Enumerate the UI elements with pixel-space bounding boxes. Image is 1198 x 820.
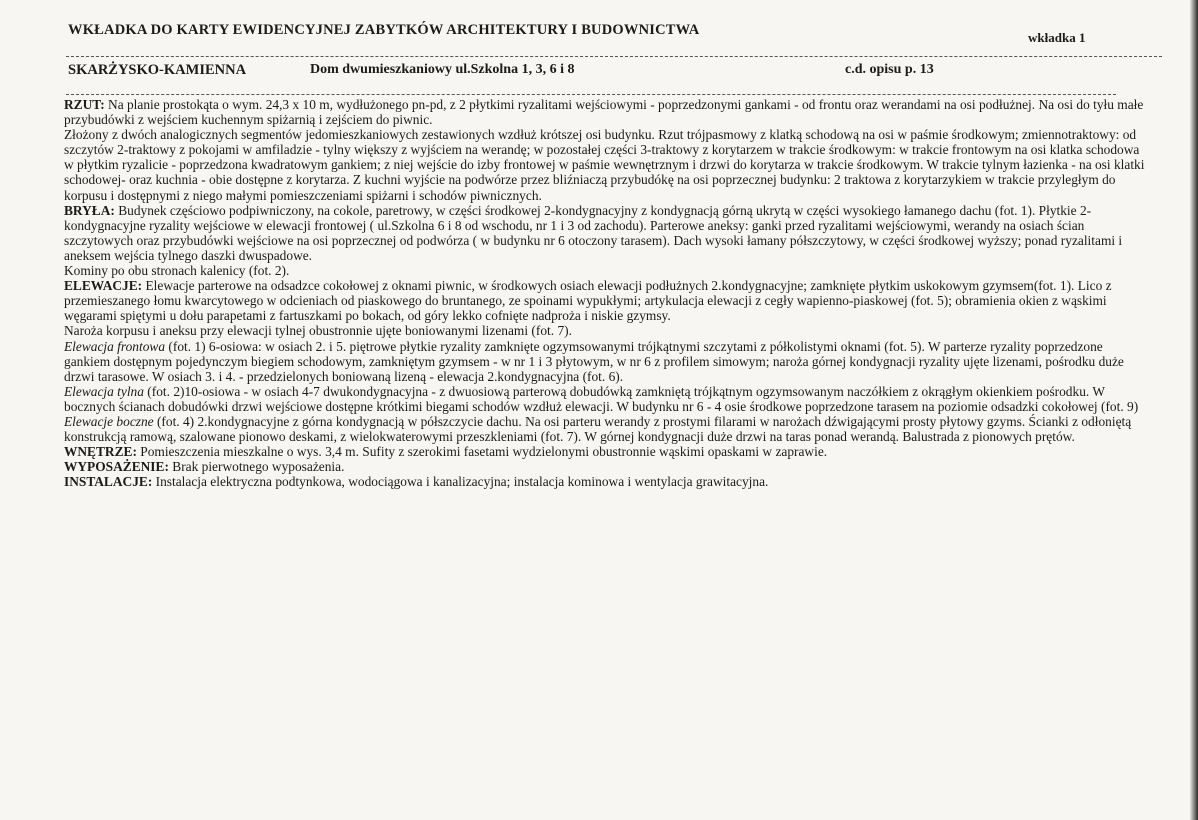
section-elewacje <box>64 278 1150 323</box>
section-label: WNĘTRZE: <box>64 444 137 460</box>
section-text: Naroża korpusu i aneksu przy elewacji tylnej obustronnie ujęte boniowanymi lizenami (fot. 7). <box>64 323 572 339</box>
section-elewacja-frontowa <box>64 339 1150 384</box>
section-text: (fot. 1) 6-osiowa: w osiach 2. i 5. piętrowe płytkie ryzality zamknięte ogzymsowanymi trójkątnymi szczytami z półkolistymi oknami (fot. 5). W parterze ryzality poprzedzone gankiem dostępnym pojedynczym biegiem schodowym, zamkniętym gzymsem - w nr 1 i 3 płytowym, w nr 6 z profilem simowym; naroża górnej kondygnacji ryzality ujęte lizenami, pośrodku duże drzwi tarasowe. W osiach 3. i 4. - przedzielonych boniowaną lizeną - elewacja 2.kondygnacyjna (fot. 6). <box>64 338 1124 384</box>
section-elewacje-corners <box>64 323 1150 338</box>
description-reference: c.d. opisu p. 13 <box>845 62 934 77</box>
subheader-divider <box>66 94 1116 95</box>
section-label: INSTALACJE: <box>64 474 153 490</box>
section-text: Elewacje parterowe na odsadzce cokołowej z oknami piwnic, w środkowych osiach elewacji podłużnych 2.kondygnacyjne; zamknięte płytkim uskokowym gzymsem(fot. 1). Lico z przemieszanego łomu kwarcytowego w odcieniach od piaskowego do bruntanego, ze spoinami wypukłymi; artykulacja elewacji z cegły wapienno-piaskowej (fot. 5); obramienia okien z wąskimi węgarami spiętymi u dołu parapetami z fartuszkami po bokach, od góry lekko cofnięte nadproża i niskie gzymsy. <box>64 278 1112 324</box>
section-rzut-detail <box>64 127 1150 202</box>
section-label: Elewacja tylna <box>64 383 144 399</box>
section-text: (fot. 2)10-osiowa - w osiach 4-7 dwukondygnacyjna - z dwuosiową parterową dobudówką zamkniętą trójkątnym ogzymsowanym naczółkiem z okrągłym okienkiem pośrodku. W bocznych ścianach dobudówki drzwi wejściowe dostępne krótkimi biegami schodów wzdłuż elewacji. W budynku nr 6 - 4 osie środkowe poprzedzone tarasem na poziomie odsadzki cokołowej (fot. 9) <box>64 383 1139 414</box>
document-title: WKŁADKA DO KARTY EWIDENCYJNEJ ZABYTKÓW ARCHITEKTURY I BUDOWNICTWA <box>68 22 700 38</box>
section-text: (fot. 4) 2.kondygnacyjne z górna kondygnacją w półszczycie dachu. Na osi parteru werandy z prostymi filarami w narożach dźwigającymi prosty płytowy gzyms. Ścianki z odłoniętą konstrukcją ramową, szalowane pionowo deskami, z wielokwaterowymi przeszkleniami (fot. 7). W górnej kondygnacji duże drzwi na taras ponad werandą. Balustrada z pionowych prętów. <box>64 413 1132 445</box>
section-text: Instalacja elektryczna podtynkowa, wodociągowa i kanalizacyjna; instalacja kominowa i wentylacja grawitacyjna. <box>152 474 769 490</box>
section-label: ELEWACJE: <box>64 278 143 294</box>
city-name: SKARŻYSKO-KAMIENNA <box>68 62 247 78</box>
section-text: Kominy po obu stronach kalenicy (fot. 2). <box>64 263 290 279</box>
section-text: Pomieszczenia mieszkalne o wys. 3,4 m. Sufity z szerokimi fasetami wydzielonymi obustronnie wąskimi opaskami w zaprawie. <box>136 444 828 460</box>
section-label: RZUT: <box>64 97 105 112</box>
section-label: WYPOSAŻENIE: <box>64 459 169 475</box>
section-rzut <box>64 97 1150 127</box>
section-text: Złożony z dwóch analogicznych segmentów jedomieszkaniowych zestawionych wzdłuż krótszej osi budynku. Rzut trójpasmowy z klatką schodową na osi w paśmie środkowym; zmiennotraktowy: od szczytów 2-traktowy z pokojami w amfiladzie - tylny większy z wyjściem na werandę; w pozostałej części 3-traktowy z korytarzem w trakcie środkowym: w trakcie frontowym na osi klatka schodowa w płytkim ryzalicie - poprzedzona kwadratowym gankiem; z niej wejście do izby frontowej w paśmie wewnętrznym i drzwi do korytarza w trakcie środkowym. W trakcie tylnym łazienka - na osi klatki schodowej- oraz kuchnia - obie dostępne z korytarza. Z kuchni wyjście na podwórze przez bliźniaczą przybudókę na osi poprzecznej budynku: 2 traktowa z korytarzykiem w trakcie przyległym do korpusu i dostępnymi z niego małymi pomieszczeniami spiżarni i schodów piwnicznych. <box>64 127 1145 203</box>
description-body <box>64 97 1150 489</box>
section-text: Na planie prostokąta o wym. 24,3 x 10 m, wydłużonego pn-pd, z 2 płytkimi ryzalitami wejściowymi - poprzedzonymi gankami - od frontu oraz werandami na osi podłużnej. Na osi do tyłu małe przybudówki z wejściem kuchennym spiżarnią i zejściem do piwnic. <box>64 97 1144 128</box>
section-wyposazenie <box>64 459 1150 474</box>
section-bryla-chimneys <box>64 263 1150 278</box>
insert-number: wkładka 1 <box>1028 30 1086 45</box>
section-bryla <box>64 203 1150 263</box>
section-label: BRYŁA: <box>64 202 115 218</box>
scan-edge-shadow <box>1190 0 1198 820</box>
section-wnetrze <box>64 444 1150 459</box>
section-label: Elewacje boczne <box>64 413 154 429</box>
header-divider <box>66 56 1162 57</box>
section-text: Budynek częściowo podpiwniczony, na cokole, paretrowy, w części środkowej 2-kondygnacyjny z kondygnacją górną ukrytą w części wysokiego łamanego dachu (fot. 1). Płytkie 2-kondygnacyjne ryzality wejściowe w elewacji frontowej ( ul.Szkolna 6 i 8 od wschodu, nr 1 i 3 od zachodu). Parterowe aneksy: ganki przed ryzalitami wejściowymi, werandy na osiach ścian szczytowych oraz przybudówki wejściowe na osi poprzecznej od podwórza ( w budynku nr 6 otoczony tarasem). Dach wysoki łamany półszczytowy, w części środkowej wyższy; ponad ryzalitami i aneksem wejścia tylnego daszki dwuspadowe. <box>64 202 1123 263</box>
section-instalacje <box>64 474 1150 489</box>
section-label: Elewacja frontowa <box>64 338 166 354</box>
building-name: Dom dwumieszkaniowy ul.Szkolna 1, 3, 6 i 8 <box>310 62 575 77</box>
section-elewacja-tylna <box>64 384 1150 414</box>
section-elewacje-boczne <box>64 414 1150 444</box>
section-text: Brak pierwotnego wyposażenia. <box>168 459 345 475</box>
